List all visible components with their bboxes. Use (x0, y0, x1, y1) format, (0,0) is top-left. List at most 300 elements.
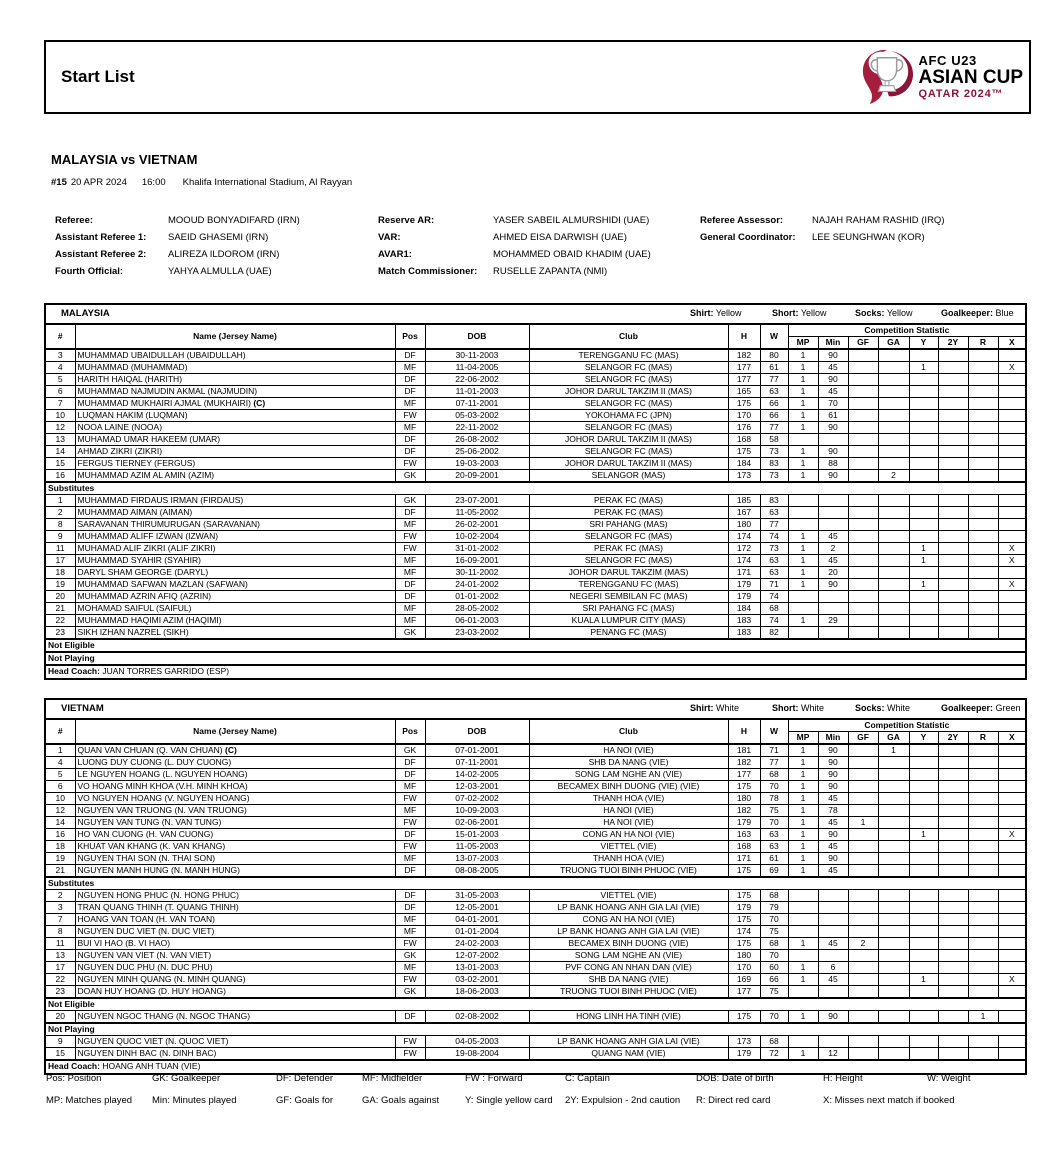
stat-r (968, 591, 998, 603)
player-dob: 01-01-2004 (425, 926, 529, 938)
player-pos: MF (395, 362, 425, 374)
stat-ga (878, 422, 909, 434)
stat-gf (848, 926, 878, 938)
player-row (45, 902, 1026, 914)
player-club: JOHOR DARUL TAKZIM II (MAS) (529, 386, 728, 398)
player-weight: 72 (760, 1048, 788, 1061)
player-row (45, 1036, 1026, 1048)
player-dob: 10-09-2003 (425, 805, 529, 817)
stat-x (998, 398, 1026, 410)
player-pos: DF (395, 579, 425, 591)
player-height: 179 (728, 1048, 760, 1061)
player-dob: 30-11-2003 (425, 349, 529, 362)
player-weight: 68 (760, 890, 788, 902)
stat-ga (878, 627, 909, 640)
player-name: QUAN VAN CHUAN (Q. VAN CHUAN) (C) (75, 744, 395, 757)
stat-min-header: Min (818, 732, 848, 745)
player-club: LP BANK HOANG ANH GIA LAI (VIE) (529, 902, 728, 914)
player-height: 169 (728, 974, 760, 986)
stat-y (909, 744, 938, 757)
stat-x (998, 902, 1026, 914)
stat-r (968, 386, 998, 398)
stat-y (909, 793, 938, 805)
stat-x: X (998, 974, 1026, 986)
player-pos: MF (395, 422, 425, 434)
legend-item: X: Misses next match if booked (823, 1095, 955, 1106)
team-band-cell (45, 304, 1026, 324)
player-weight: 63 (760, 567, 788, 579)
match-date: 20 APR 2024 (70, 177, 127, 188)
official-name: SAEID GHASEMI (IRN) (168, 232, 269, 243)
stat-gf (848, 615, 878, 627)
stat-y (909, 841, 938, 853)
stat-mp: 1 (788, 769, 818, 781)
stat-r (968, 434, 998, 446)
player-pos: DF (395, 434, 425, 446)
stat-r (968, 507, 998, 519)
stat-ga (878, 938, 909, 950)
stat-x-header: X (998, 732, 1026, 745)
player-dob: 30-11-2002 (425, 567, 529, 579)
section-label: Not Eligible (45, 639, 1026, 652)
player-name: NOOA LAINE (NOOA) (75, 422, 395, 434)
player-weight: 77 (760, 519, 788, 531)
stat-gf-header: GF (848, 732, 878, 745)
section-label-row (45, 998, 1026, 1011)
player-club: SRI PAHANG FC (MAS) (529, 603, 728, 615)
stat-mp (788, 914, 818, 926)
player-weight: 83 (760, 495, 788, 507)
player-height: 179 (728, 902, 760, 914)
player-name: VO NGUYEN HOANG (V. NGUYEN HOANG) (75, 793, 395, 805)
player-name: NGUYEN MINH QUANG (N. MINH QUANG) (75, 974, 395, 986)
legend-item: GA: Goals against (362, 1095, 440, 1106)
player-name: MUHAMMAD ALIFF IZWAN (IZWAN) (75, 531, 395, 543)
player-club: SELANGOR FC (MAS) (529, 422, 728, 434)
stat-r (968, 757, 998, 769)
player-dob: 07-11-2001 (425, 398, 529, 410)
stat-x (998, 627, 1026, 640)
stat-mp: 1 (788, 567, 818, 579)
stat-y (909, 817, 938, 829)
col-pos: Pos (395, 719, 425, 744)
team-name: MALAYSIA (61, 307, 110, 319)
stat-min: 90 (818, 757, 848, 769)
team-band-cell (45, 699, 1026, 719)
stat-r (968, 422, 998, 434)
player-name: NGUYEN MANH HUNG (N. MANH HUNG) (75, 865, 395, 878)
official-role-label: Referee: (55, 215, 94, 226)
legend-item: Pos: Position (46, 1073, 102, 1084)
player-club: TERENGGANU FC (MAS) (529, 579, 728, 591)
stat-min: 90 (818, 374, 848, 386)
player-name: MUHAMMAD NAJMUDIN AKMAL (NAJMUDIN) (75, 386, 395, 398)
player-dob: 04-05-2003 (425, 1036, 529, 1048)
stat-r (968, 974, 998, 986)
official-name: NAJAH RAHAM RASHID (IRQ) (812, 215, 945, 226)
section-label: Not Eligible (45, 998, 1026, 1011)
stat-y (909, 853, 938, 865)
player-club: SELANGOR FC (MAS) (529, 531, 728, 543)
player-number: 23 (45, 627, 75, 640)
stat-2y-header: 2Y (938, 337, 968, 350)
stat-x (998, 744, 1026, 757)
stat-min: 90 (818, 744, 848, 757)
player-club: SONG LAM NGHE AN (VIE) (529, 950, 728, 962)
player-pos: FW (395, 458, 425, 470)
stat-ga: 1 (878, 744, 909, 757)
stat-2y (938, 555, 968, 567)
stat-ga (878, 781, 909, 793)
player-pos: MF (395, 398, 425, 410)
stat-2y (938, 914, 968, 926)
player-weight: 79 (760, 902, 788, 914)
player-row (45, 914, 1026, 926)
player-number: 22 (45, 974, 75, 986)
stat-y (909, 422, 938, 434)
player-name: NGUYEN THAI SON (N. THAI SON) (75, 853, 395, 865)
player-pos: DF (395, 769, 425, 781)
player-club: QUANG NAM (VIE) (529, 1048, 728, 1061)
player-pos: MF (395, 603, 425, 615)
stat-ga (878, 829, 909, 841)
match-number: #15 (51, 177, 67, 188)
kit-item: Shirt: White (690, 703, 740, 714)
player-height: 177 (728, 986, 760, 999)
player-height: 179 (728, 591, 760, 603)
stat-2y (938, 386, 968, 398)
player-dob: 12-05-2001 (425, 902, 529, 914)
stat-ga (878, 543, 909, 555)
stat-min: 6 (818, 962, 848, 974)
section-label: Substitutes (45, 877, 1026, 890)
stat-2y (938, 398, 968, 410)
stat-ga (878, 974, 909, 986)
player-row (45, 470, 1026, 483)
player-weight: 70 (760, 1011, 788, 1024)
player-row (45, 567, 1026, 579)
legend-item: DOB: Date of birth (696, 1073, 774, 1084)
stat-x: X (998, 829, 1026, 841)
stat-min: 90 (818, 853, 848, 865)
player-number: 5 (45, 769, 75, 781)
stat-min: 88 (818, 458, 848, 470)
player-number: 11 (45, 543, 75, 555)
stat-x (998, 446, 1026, 458)
stat-ga-header: GA (878, 337, 909, 350)
col-dob: DOB (425, 719, 529, 744)
stat-r (968, 938, 998, 950)
stat-r (968, 769, 998, 781)
player-row (45, 853, 1026, 865)
stat-gf (848, 458, 878, 470)
player-weight: 74 (760, 615, 788, 627)
player-row (45, 386, 1026, 398)
player-row (45, 446, 1026, 458)
stat-min: 90 (818, 769, 848, 781)
stat-ga (878, 362, 909, 374)
player-pos: GK (395, 627, 425, 640)
player-club: JOHOR DARUL TAKZIM II (MAS) (529, 434, 728, 446)
player-height: 174 (728, 926, 760, 938)
player-pos: DF (395, 446, 425, 458)
stat-y: 1 (909, 543, 938, 555)
player-dob: 11-01-2003 (425, 386, 529, 398)
stat-x (998, 374, 1026, 386)
player-height: 177 (728, 769, 760, 781)
player-number: 13 (45, 950, 75, 962)
official-role-label: Fourth Official: (55, 266, 124, 277)
player-number: 9 (45, 531, 75, 543)
stat-min: 2 (818, 543, 848, 555)
stat-ga (878, 603, 909, 615)
stat-y: 1 (909, 579, 938, 591)
player-row (45, 555, 1026, 567)
player-number: 9 (45, 1036, 75, 1048)
stat-mp: 1 (788, 470, 818, 483)
stat-y (909, 890, 938, 902)
player-height: 179 (728, 579, 760, 591)
player-pos: FW (395, 1048, 425, 1061)
official-name: MOOUD BONYADIFARD (IRN) (168, 215, 300, 226)
player-number: 20 (45, 1011, 75, 1024)
stat-y (909, 434, 938, 446)
stat-x (998, 458, 1026, 470)
col-height: H (728, 719, 760, 744)
official-role-label: Reserve AR: (378, 215, 435, 226)
stat-mp: 1 (788, 793, 818, 805)
player-height: 183 (728, 627, 760, 640)
stat-min (818, 926, 848, 938)
stat-mp (788, 902, 818, 914)
player-row (45, 627, 1026, 640)
player-pos: MF (395, 519, 425, 531)
player-weight: 77 (760, 757, 788, 769)
player-pos: FW (395, 938, 425, 950)
stat-y (909, 470, 938, 483)
player-pos: FW (395, 793, 425, 805)
player-pos: GK (395, 950, 425, 962)
player-height: 179 (728, 817, 760, 829)
player-club: VIETTEL (VIE) (529, 890, 728, 902)
player-club: LP BANK HOANG ANH GIA LAI (VIE) (529, 926, 728, 938)
player-weight: 68 (760, 1036, 788, 1048)
stat-min: 45 (818, 865, 848, 878)
player-pos: DF (395, 757, 425, 769)
player-pos: GK (395, 495, 425, 507)
player-name: MUHAMAD UMAR HAKEEM (UMAR) (75, 434, 395, 446)
player-pos: MF (395, 555, 425, 567)
stat-r (968, 519, 998, 531)
player-club: HONG LINH HA TINH (VIE) (529, 1011, 728, 1024)
player-club: SELANGOR FC (MAS) (529, 446, 728, 458)
stat-y: 1 (909, 829, 938, 841)
player-height: 175 (728, 914, 760, 926)
stat-y (909, 865, 938, 878)
stat-r (968, 902, 998, 914)
player-row (45, 829, 1026, 841)
section-label-row (45, 482, 1026, 495)
stat-x: X (998, 362, 1026, 374)
player-weight: 82 (760, 627, 788, 640)
stat-y (909, 374, 938, 386)
stat-gf (848, 793, 878, 805)
stat-gf: 2 (848, 938, 878, 950)
player-number: 1 (45, 495, 75, 507)
player-pos: GK (395, 470, 425, 483)
player-number: 23 (45, 986, 75, 999)
player-name: MOHAMAD SAIFUL (SAIFUL) (75, 603, 395, 615)
stat-gf (848, 865, 878, 878)
player-row (45, 458, 1026, 470)
stat-x (998, 434, 1026, 446)
player-number: 6 (45, 781, 75, 793)
stat-gf (848, 495, 878, 507)
stat-gf (848, 829, 878, 841)
col-competition-statistic: Competition Statistic (788, 324, 1026, 337)
player-number: 10 (45, 793, 75, 805)
player-row (45, 744, 1026, 757)
official-role-label: Referee Assessor: (700, 215, 784, 226)
player-height: 173 (728, 1036, 760, 1048)
stat-mp: 1 (788, 865, 818, 878)
stat-min (818, 914, 848, 926)
tournament-logo-text (918, 54, 1023, 100)
player-height: 175 (728, 890, 760, 902)
player-name: MUHAMAD ALIF ZIKRI (ALIF ZIKRI) (75, 543, 395, 555)
stat-ga-header: GA (878, 732, 909, 745)
player-name: LE NGUYEN HOANG (L. NGUYEN HOANG) (75, 769, 395, 781)
stat-y (909, 1011, 938, 1024)
stat-ga (878, 950, 909, 962)
stat-gf (848, 507, 878, 519)
player-club: SONG LAM NGHE AN (VIE) (529, 769, 728, 781)
head-coach-row (45, 1060, 1026, 1074)
player-weight: 63 (760, 841, 788, 853)
match-officials (0, 215, 1056, 290)
player-weight: 77 (760, 422, 788, 434)
stat-x (998, 422, 1026, 434)
player-pos: DF (395, 829, 425, 841)
col-competition-statistic: Competition Statistic (788, 719, 1026, 732)
stat-min-header: Min (818, 337, 848, 350)
col-name: Name (Jersey Name) (75, 719, 395, 744)
stat-x (998, 567, 1026, 579)
logo-line-qatar-2024: QATAR 2024™ (918, 88, 1004, 100)
player-row (45, 543, 1026, 555)
stat-ga (878, 349, 909, 362)
player-height: 175 (728, 865, 760, 878)
stat-2y (938, 853, 968, 865)
player-number: 7 (45, 398, 75, 410)
player-dob: 31-05-2003 (425, 890, 529, 902)
stat-y (909, 962, 938, 974)
stat-ga (878, 495, 909, 507)
player-club: SELANGOR FC (MAS) (529, 555, 728, 567)
stat-gf (848, 567, 878, 579)
player-number: 12 (45, 805, 75, 817)
stat-ga: 2 (878, 470, 909, 483)
stat-min: 90 (818, 470, 848, 483)
stat-gf (848, 603, 878, 615)
player-dob: 07-11-2001 (425, 757, 529, 769)
team-name: VIETNAM (61, 702, 104, 714)
player-row (45, 410, 1026, 422)
stat-y (909, 398, 938, 410)
head-coach: Head Coach: HOANG ANH TUAN (VIE) (45, 1060, 1026, 1074)
player-pos: FW (395, 531, 425, 543)
player-club: BECAMEX BINH DUONG (VIE) (529, 938, 728, 950)
stat-2y (938, 926, 968, 938)
player-dob: 22-11-2002 (425, 422, 529, 434)
player-row (45, 950, 1026, 962)
stat-r (968, 926, 998, 938)
player-weight: 69 (760, 865, 788, 878)
section-label: Substitutes (45, 482, 1026, 495)
player-name: SIKH IZHAN NAZREL (SIKH) (75, 627, 395, 640)
player-name: MUHAMMAD FIRDAUS IRMAN (FIRDAUS) (75, 495, 395, 507)
player-dob: 22-06-2002 (425, 374, 529, 386)
player-row (45, 398, 1026, 410)
stat-gf (848, 374, 878, 386)
stat-x (998, 1048, 1026, 1061)
stat-gf (848, 434, 878, 446)
stat-r-header: R (968, 732, 998, 745)
player-dob: 16-09-2001 (425, 555, 529, 567)
stat-y (909, 519, 938, 531)
stat-ga (878, 865, 909, 878)
stat-mp: 1 (788, 422, 818, 434)
player-height: 185 (728, 495, 760, 507)
stat-gf (848, 410, 878, 422)
player-number: 22 (45, 615, 75, 627)
stat-2y (938, 950, 968, 962)
match-info (51, 177, 352, 188)
stat-r (968, 793, 998, 805)
stat-mp: 1 (788, 853, 818, 865)
player-height: 180 (728, 793, 760, 805)
player-weight: 63 (760, 507, 788, 519)
player-height: 184 (728, 458, 760, 470)
stat-y (909, 591, 938, 603)
stat-y: 1 (909, 974, 938, 986)
stat-min: 90 (818, 781, 848, 793)
stat-mp: 1 (788, 555, 818, 567)
stat-2y (938, 507, 968, 519)
player-name: FERGUS TIERNEY (FERGUS) (75, 458, 395, 470)
player-row (45, 974, 1026, 986)
match-time: 16:00 (141, 177, 166, 188)
player-club: SELANGOR FC (MAS) (529, 398, 728, 410)
team-roster-table (44, 698, 1027, 1075)
stat-mp: 1 (788, 362, 818, 374)
official-name: MOHAMMED OBAID KHADIM (UAE) (493, 249, 651, 260)
player-row (45, 865, 1026, 878)
player-dob: 04-01-2001 (425, 914, 529, 926)
stat-r (968, 890, 998, 902)
stat-min: 45 (818, 974, 848, 986)
stat-x (998, 938, 1026, 950)
player-club: PERAK FC (MAS) (529, 543, 728, 555)
kit-item: Socks: White (855, 703, 911, 714)
player-weight: 68 (760, 769, 788, 781)
player-dob: 13-07-2003 (425, 853, 529, 865)
column-header-row (45, 719, 1026, 732)
player-height: 177 (728, 362, 760, 374)
player-weight: 60 (760, 962, 788, 974)
stat-y (909, 926, 938, 938)
stat-x (998, 507, 1026, 519)
